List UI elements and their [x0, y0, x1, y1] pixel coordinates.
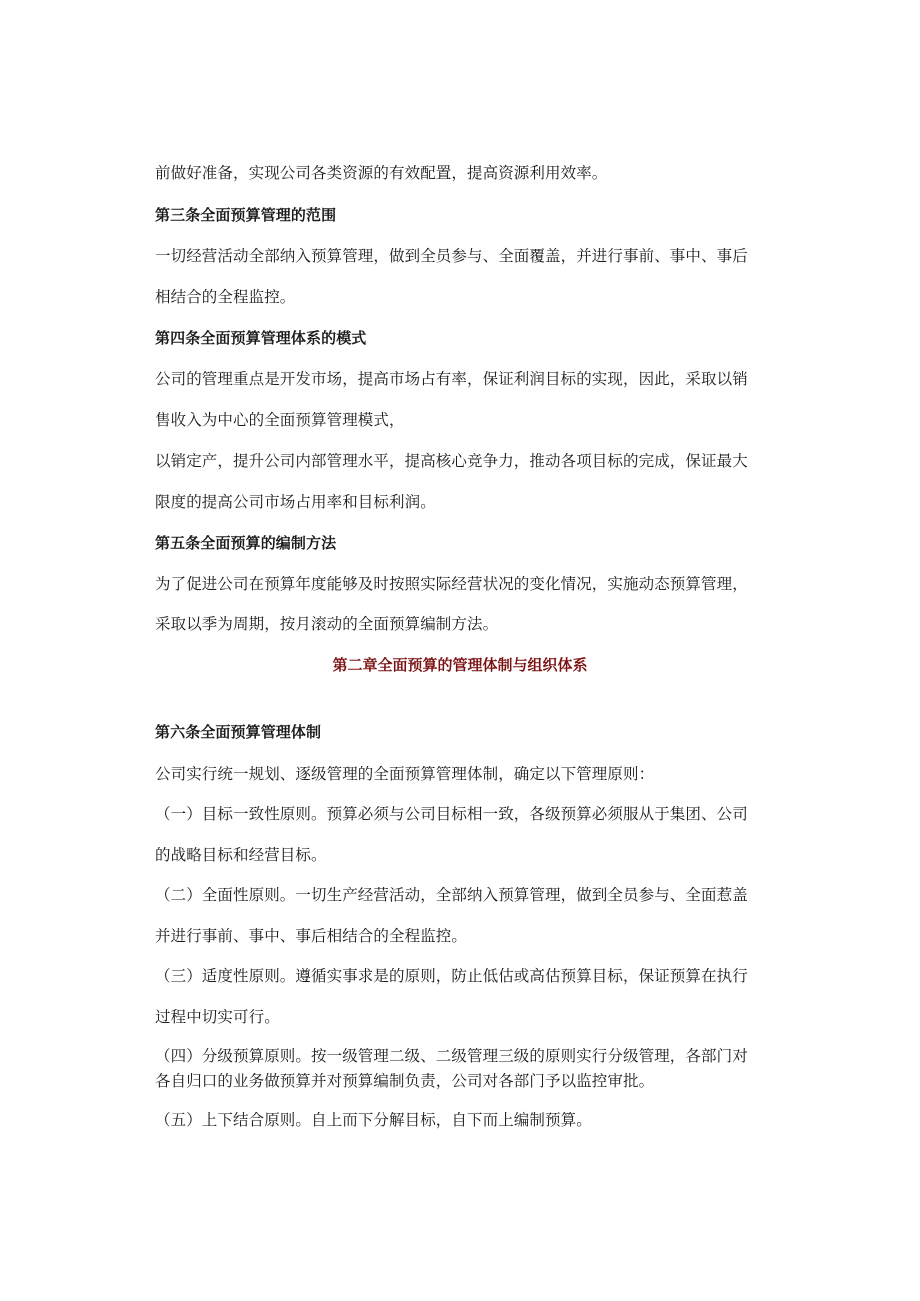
paragraph-line: 采取以季为周期，按月滚动的全面预算编制方法。 [155, 615, 499, 633]
paragraph-line: 为了促进公司在预算年度能够及时按照实际经营状况的变化情况，实施动态预算管理， [155, 575, 748, 593]
paragraph-line: 以销定产，提升公司内部管理水平，提高核心竞争力，推动各项目标的完成，保证最大 [155, 452, 748, 470]
principle-2-line: （二）全面性原则。一切生产经营活动，全部纳入预算管理，做到全员参与、全面惹盖 [155, 886, 748, 904]
paragraph-line: 前做好准备，实现公司各类资源的有效配置，提高资源利用效率。 [155, 164, 608, 182]
article-6-heading: 第六条全面预算管理体制 [155, 723, 322, 741]
article-4-heading: 第四条全面预算管理体系的模式 [155, 329, 367, 347]
principle-1-line: （一）目标一致性原则。预算必须与公司目标相一致，各级预算必须服从于集团、公司 [155, 805, 748, 823]
principle-2-line: 并进行事前、事中、事后相结合的全程监控。 [155, 927, 468, 945]
principle-5-line: （五）上下结合原则。自上而下分解目标，自下而上编制预算。 [155, 1111, 592, 1129]
paragraph-line: 相结合的全程监控。 [155, 288, 296, 306]
principle-4-line: 各自归口的业务做预算并对预算编制负责，公司对各部门予以监控审批。 [155, 1072, 655, 1090]
paragraph-line: 公司实行统一规划、逐级管理的全面预算管理体制，确定以下管理原则： [155, 765, 655, 783]
paragraph-line: 售收入为中心的全面预算管理模式， [155, 411, 405, 429]
article-5-heading: 第五条全面预算的编制方法 [155, 534, 337, 552]
principle-4-line: （四）分级预算原则。按一级管理二级、二级管理三级的原则实行分级管理，各部门对 [155, 1047, 748, 1065]
principle-3-line: 过程中切实可行。 [155, 1008, 280, 1026]
paragraph-line: 一切经营活动全部纳入预算管理，做到全员参与、全面覆盖，并进行事前、事中、事后 [155, 247, 748, 265]
paragraph-line: 限度的提高公司市场占用率和目标利润。 [155, 493, 436, 511]
chapter-2-heading: 第二章全面预算的管理体制与组织体系 [332, 656, 588, 674]
article-3-heading: 第三条全面预算管理的范围 [155, 206, 337, 224]
paragraph-line: 公司的管理重点是开发市场，提高市场占有率，保证利润目标的实现，因此，采取以销 [155, 370, 748, 388]
principle-1-line: 的战略目标和经营目标。 [155, 846, 327, 864]
principle-3-line: （三）适度性原则。遵循实事求是的原则，防止低估或高估预算目标，保证预算在执行 [155, 967, 748, 985]
